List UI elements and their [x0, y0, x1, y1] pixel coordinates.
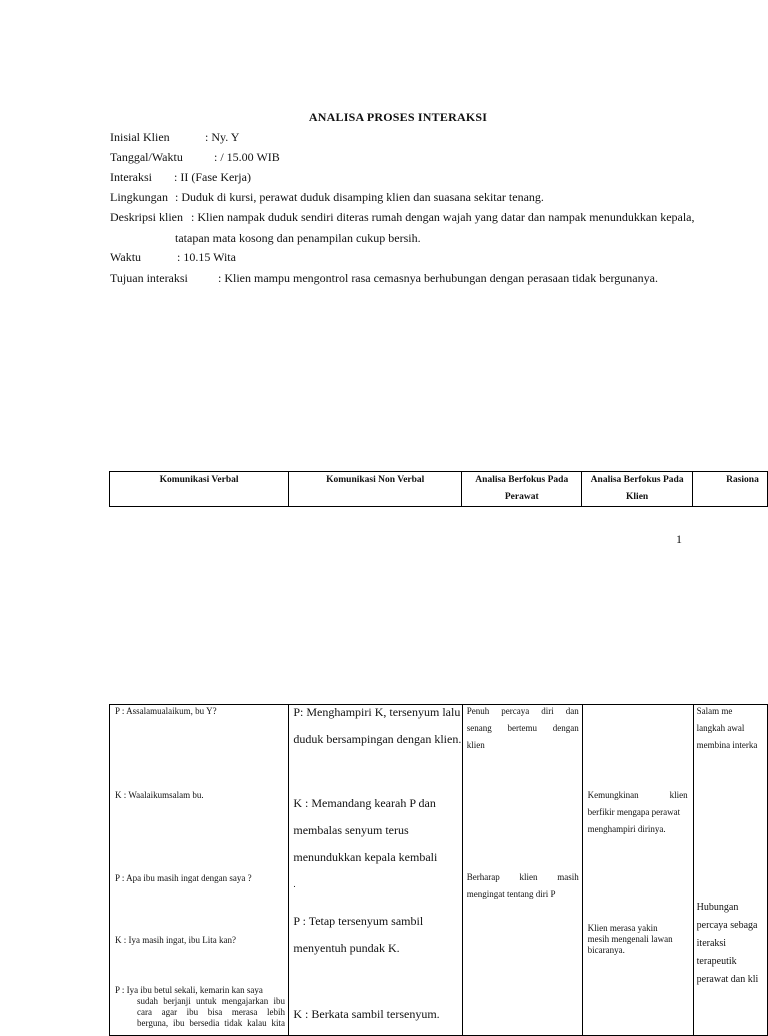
verbal-line: K : Iya masih ingat, ibu Lita kan? — [115, 935, 236, 945]
rasional-line: iteraksi — [696, 938, 727, 949]
nonverbal-line: P : Tetap tersenyum sambil — [293, 914, 424, 928]
meta-value: : / 15.00 WIB — [214, 150, 280, 164]
header-analisa-klien: Analisa Berfokus Pada Klien — [582, 472, 693, 507]
meta-label: Interaksi — [110, 170, 152, 184]
nonverbal-line: . — [293, 879, 296, 889]
nonverbal-line: K : Memandang kearah P dan — [293, 796, 436, 810]
klien-line: Kemungkinan klien — [587, 790, 688, 800]
perawat-line: senang bertemu dengan — [466, 723, 579, 733]
nonverbal-line: menundukkan kepala kembali — [293, 850, 438, 864]
cell-perawat — [462, 705, 582, 1036]
perawat-line: klien — [466, 740, 485, 750]
nonverbal-line: membalas senyum terus — [293, 823, 409, 837]
perawat-line: Berharap klien masih — [466, 872, 579, 882]
nonverbal-line: menyentuh pundak K. — [293, 941, 400, 955]
meta-label: Tujuan interaksi — [110, 271, 188, 285]
table-row — [110, 705, 768, 1036]
header-komunikasi-non-verbal: Komunikasi Non Verbal — [289, 472, 462, 507]
header-table — [109, 471, 768, 507]
rasional-line: Hubungan — [696, 902, 739, 913]
meta-label: Inisial Klien — [110, 130, 170, 144]
meta-value: : Duduk di kursi, perawat duduk disamping klien dan suasana sekitar tenang. — [175, 190, 544, 204]
header-rasional: Rasiona — [693, 472, 768, 507]
rasional-line: langkah awal — [696, 723, 745, 733]
meta-label: Waktu — [110, 250, 142, 264]
meta-label: Lingkungan — [110, 190, 168, 204]
nonverbal-line: K : Berkata sambil tersenyum. — [293, 1007, 440, 1021]
cell-verbal — [110, 705, 289, 1036]
perawat-line: Penuh percaya diri dan — [466, 706, 579, 716]
rasional-line: terapeutik — [696, 956, 737, 967]
klien-line: mesih mengenali lawan — [587, 934, 673, 944]
rasional-line: perawat dan kli — [696, 974, 759, 985]
rasional-line: membina interka — [696, 740, 758, 750]
perawat-line: mengingat tentang diri P — [466, 889, 556, 899]
cell-nonverbal — [289, 705, 462, 1036]
verbal-line: P : Iya ibu betul sekali, kemarin kan saya — [115, 985, 263, 995]
nonverbal-line: duduk bersampingan dengan klien. — [293, 732, 462, 746]
klien-line: Klien merasa yakin — [587, 923, 658, 933]
verbal-line: cara agar ibu bisa merasa lebih — [137, 1007, 285, 1017]
verbal-line: berguna, ibu bersedia tidak kalau kita — [137, 1018, 285, 1028]
meta-value: : 10.15 Wita — [177, 250, 236, 264]
meta-label: Deskripsi klien — [110, 210, 183, 224]
page-number: 1 — [676, 532, 682, 546]
verbal-line: P : Assalamualaikum, bu Y? — [115, 706, 217, 716]
klien-line: menghampiri dirinya. — [587, 824, 666, 834]
meta-value: : Ny. Y — [205, 130, 240, 144]
meta-value: : Klien mampu mengontrol rasa cemasnya berhubungan dengan perasaan tidak bergunanya. — [218, 271, 658, 285]
meta-value: : II (Fase Kerja) — [174, 170, 251, 184]
klien-line: bicaranya. — [587, 945, 625, 955]
cell-rasional — [693, 705, 767, 1036]
rasional-line: percaya sebaga — [696, 920, 758, 931]
header-komunikasi-verbal: Komunikasi Verbal — [110, 472, 289, 507]
verbal-line: P : Apa ibu masih ingat dengan saya ? — [115, 873, 252, 883]
interaction-table — [109, 704, 768, 1036]
verbal-line: K : Waalaikumsalam bu. — [115, 790, 204, 800]
meta-value: : Klien nampak duduk sendiri diteras rumah dengan wajah yang datar dan nampak menundukkan kepala, — [191, 210, 695, 224]
nonverbal-line: P: Menghampiri K, tersenyum lalu — [293, 705, 461, 719]
document-title: ANALISA PROSES INTERAKSI — [308, 110, 488, 124]
cell-klien — [582, 705, 693, 1036]
header-analisa-perawat: Analisa Berfokus Pada Perawat — [462, 472, 582, 507]
verbal-line: sudah berjanji untuk mengajarkan ibu — [137, 996, 285, 1006]
rasional-line: Salam me — [696, 706, 733, 716]
meta-label: Tanggal/Waktu — [110, 150, 183, 164]
klien-line: berfikir mengapa perawat — [587, 807, 681, 817]
meta-value: tatapan mata kosong dan penampilan cukup bersih. — [175, 231, 421, 245]
